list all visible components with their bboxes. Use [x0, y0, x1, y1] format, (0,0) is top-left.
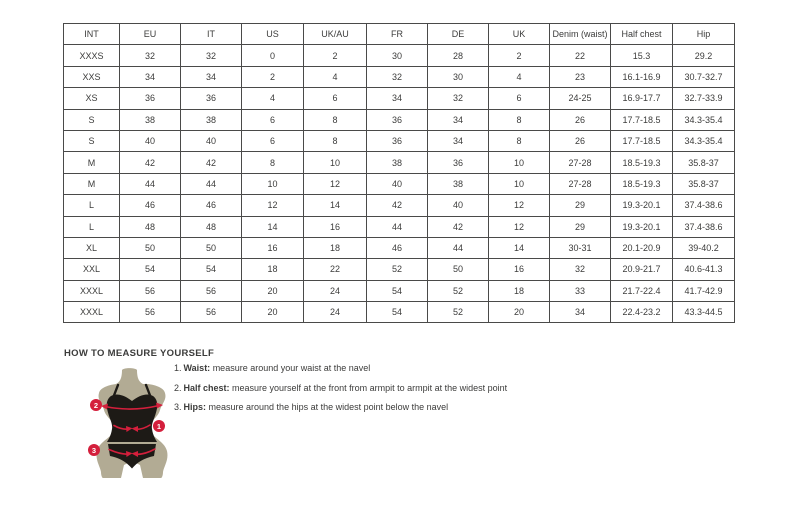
swimsuit-top — [107, 394, 158, 442]
table-cell: S — [64, 130, 120, 151]
table-cell: 4 — [489, 66, 550, 87]
table-cell: 10 — [489, 173, 550, 194]
table-cell: 44 — [181, 173, 242, 194]
table-body — [64, 45, 735, 323]
table-cell: M — [64, 173, 120, 194]
table-cell: 35.8-37 — [673, 152, 735, 173]
table-cell: 48 — [181, 216, 242, 237]
table-cell: 34 — [550, 302, 611, 323]
table-cell: 10 — [489, 152, 550, 173]
table-cell: 56 — [181, 280, 242, 301]
table-cell: 29 — [550, 216, 611, 237]
table-cell: 10 — [304, 152, 367, 173]
table-cell: 18 — [489, 280, 550, 301]
table-cell: 12 — [304, 173, 367, 194]
table-cell: S — [64, 109, 120, 130]
table-cell: 2 — [489, 45, 550, 66]
header-row — [64, 24, 735, 45]
table-cell: 23 — [550, 66, 611, 87]
table-cell: 42 — [181, 152, 242, 173]
table-cell: 41.7-42.9 — [673, 280, 735, 301]
table-cell: 19.3-20.1 — [611, 216, 673, 237]
table-cell: 20 — [242, 280, 304, 301]
table-cell: 14 — [304, 195, 367, 216]
step-text: measure around the hips at the widest point below the navel — [206, 402, 449, 412]
table-row — [64, 216, 735, 237]
table-cell: 32 — [120, 45, 181, 66]
table-cell: 19.3-20.1 — [611, 195, 673, 216]
table-cell: 24 — [304, 280, 367, 301]
table-cell: 44 — [120, 173, 181, 194]
table-cell: XXL — [64, 259, 120, 280]
table-cell: 54 — [367, 302, 428, 323]
table-cell: 54 — [120, 259, 181, 280]
table-cell: 30-31 — [550, 237, 611, 258]
table-cell: 16 — [242, 237, 304, 258]
column-header: Denim (waist) — [550, 24, 611, 45]
table-cell: 56 — [181, 302, 242, 323]
step-number: 3. — [174, 402, 182, 412]
table-row — [64, 66, 735, 87]
table-cell: 40.6-41.3 — [673, 259, 735, 280]
table-cell: 38 — [181, 109, 242, 130]
table-cell: 34 — [367, 88, 428, 109]
table-cell: XS — [64, 88, 120, 109]
table-cell: 8 — [304, 109, 367, 130]
table-cell: 17.7-18.5 — [611, 109, 673, 130]
measure-steps — [174, 362, 604, 421]
table-cell: 8 — [242, 152, 304, 173]
table-row — [64, 173, 735, 194]
table-cell: L — [64, 216, 120, 237]
table-cell: 20 — [242, 302, 304, 323]
table-cell: 24 — [304, 302, 367, 323]
table-cell: 42 — [367, 195, 428, 216]
table-cell: 6 — [242, 109, 304, 130]
table-cell: 30 — [428, 66, 489, 87]
measure-step — [174, 382, 604, 394]
step-label: Hips: — [183, 402, 207, 412]
badge-half-chest-number: 2 — [93, 400, 99, 410]
table-cell: 28 — [428, 45, 489, 66]
table-cell: 38 — [367, 152, 428, 173]
table-cell: 36 — [367, 109, 428, 130]
table-cell: 8 — [489, 109, 550, 130]
step-number: 2. — [174, 382, 182, 393]
table-cell: 37.4-38.6 — [673, 216, 735, 237]
table-cell: 32 — [550, 259, 611, 280]
table-cell: 40 — [181, 130, 242, 151]
table-cell: 42 — [120, 152, 181, 173]
table-cell: 20 — [489, 302, 550, 323]
table-cell: 18 — [242, 259, 304, 280]
table-cell: 17.7-18.5 — [611, 130, 673, 151]
table-cell: 46 — [120, 195, 181, 216]
table-cell: 44 — [428, 237, 489, 258]
table-cell: 26 — [550, 109, 611, 130]
table-cell: 42 — [428, 216, 489, 237]
table-cell: XXS — [64, 66, 120, 87]
table-cell: 39-40.2 — [673, 237, 735, 258]
table-cell: 40 — [120, 130, 181, 151]
badge-hips-number: 3 — [91, 445, 97, 455]
size-chart-table — [63, 23, 735, 323]
table-cell: 29 — [550, 195, 611, 216]
table-cell: 32 — [367, 66, 428, 87]
step-label: Waist: — [183, 363, 211, 373]
table-cell: 50 — [181, 237, 242, 258]
table-cell: 36 — [367, 130, 428, 151]
table-cell: 34 — [181, 66, 242, 87]
column-header: DE — [428, 24, 489, 45]
table-cell: 27-28 — [550, 173, 611, 194]
table-row — [64, 237, 735, 258]
table-cell: 8 — [304, 130, 367, 151]
badge-waist-number: 1 — [156, 421, 162, 431]
measure-step — [174, 362, 604, 374]
table-row — [64, 302, 735, 323]
table-row — [64, 130, 735, 151]
table-cell: 34 — [120, 66, 181, 87]
table-cell: 32 — [181, 45, 242, 66]
table-cell: 2 — [242, 66, 304, 87]
mannequin-neck — [116, 368, 143, 384]
table-row — [64, 152, 735, 173]
table-cell: XXXS — [64, 45, 120, 66]
column-header: UK — [489, 24, 550, 45]
step-label: Half chest: — [183, 382, 230, 393]
table-cell: 43.3-44.5 — [673, 302, 735, 323]
table-cell: 22 — [304, 259, 367, 280]
table-cell: 14 — [242, 216, 304, 237]
table-cell: 48 — [120, 216, 181, 237]
column-header: US — [242, 24, 304, 45]
table-cell: 33 — [550, 280, 611, 301]
table-row — [64, 259, 735, 280]
table-cell: 22 — [550, 45, 611, 66]
table-cell: XXXL — [64, 280, 120, 301]
table-cell: 2 — [304, 45, 367, 66]
table-cell: 0 — [242, 45, 304, 66]
table-cell: 34 — [428, 130, 489, 151]
table-cell: 16.1-16.9 — [611, 66, 673, 87]
table-cell: 36 — [120, 88, 181, 109]
table-cell: 18.5-19.3 — [611, 152, 673, 173]
table-cell: 54 — [181, 259, 242, 280]
table-cell: 6 — [242, 130, 304, 151]
table-cell: 29.2 — [673, 45, 735, 66]
table-cell: 12 — [489, 216, 550, 237]
table-cell: 40 — [428, 195, 489, 216]
table-cell: 18 — [304, 237, 367, 258]
column-header: Half chest — [611, 24, 673, 45]
table-cell: 20.9-21.7 — [611, 259, 673, 280]
table-cell: 37.4-38.6 — [673, 195, 735, 216]
column-header: UK/AU — [304, 24, 367, 45]
table-cell: 18.5-19.3 — [611, 173, 673, 194]
table-cell: 36 — [181, 88, 242, 109]
measure-section-title: HOW TO MEASURE YOURSELF — [64, 348, 215, 359]
table-cell: 52 — [428, 302, 489, 323]
table-cell: 50 — [120, 237, 181, 258]
table-cell: 38 — [120, 109, 181, 130]
table-cell: XL — [64, 237, 120, 258]
step-text: measure around your waist at the navel — [210, 363, 371, 373]
table-cell: 38 — [428, 173, 489, 194]
table-cell: 16.9-17.7 — [611, 88, 673, 109]
table-row — [64, 45, 735, 66]
table-cell: 14 — [489, 237, 550, 258]
table-cell: 30 — [367, 45, 428, 66]
column-header: Hip — [673, 24, 735, 45]
table-row — [64, 280, 735, 301]
table-cell: 46 — [181, 195, 242, 216]
table-cell: 56 — [120, 302, 181, 323]
table-cell: 50 — [428, 259, 489, 280]
table-cell: 27-28 — [550, 152, 611, 173]
table-cell: 35.8-37 — [673, 173, 735, 194]
table-cell: 54 — [367, 280, 428, 301]
table-cell: 22.4-23.2 — [611, 302, 673, 323]
table-cell: XXXL — [64, 302, 120, 323]
table-cell: 15.3 — [611, 45, 673, 66]
table-cell: 8 — [489, 130, 550, 151]
table-cell: 34.3-35.4 — [673, 130, 735, 151]
table-cell: 4 — [242, 88, 304, 109]
table-cell: 32 — [428, 88, 489, 109]
table-cell: 10 — [242, 173, 304, 194]
table-cell: 52 — [428, 280, 489, 301]
column-header: FR — [367, 24, 428, 45]
column-header: INT — [64, 24, 120, 45]
measure-step — [174, 401, 604, 413]
table-cell: 4 — [304, 66, 367, 87]
table-cell: 32.7-33.9 — [673, 88, 735, 109]
table-cell: 34 — [428, 109, 489, 130]
table-cell: 6 — [304, 88, 367, 109]
table-cell: 12 — [242, 195, 304, 216]
table-row — [64, 195, 735, 216]
column-header: EU — [120, 24, 181, 45]
table-cell: 20.1-20.9 — [611, 237, 673, 258]
table-cell: 16 — [489, 259, 550, 280]
table-cell: 46 — [367, 237, 428, 258]
table-cell: 6 — [489, 88, 550, 109]
table-cell: 36 — [428, 152, 489, 173]
table-cell: 12 — [489, 195, 550, 216]
table-cell: 24-25 — [550, 88, 611, 109]
table-cell: 40 — [367, 173, 428, 194]
table-cell: M — [64, 152, 120, 173]
measurement-figure — [84, 366, 180, 482]
table-cell: 56 — [120, 280, 181, 301]
table-row — [64, 88, 735, 109]
table-cell: 26 — [550, 130, 611, 151]
table-cell: 16 — [304, 216, 367, 237]
table-cell: 44 — [367, 216, 428, 237]
table-cell: 34.3-35.4 — [673, 109, 735, 130]
table-cell: 21.7-22.4 — [611, 280, 673, 301]
step-number: 1. — [174, 363, 182, 373]
table-cell: 30.7-32.7 — [673, 66, 735, 87]
column-header: IT — [181, 24, 242, 45]
mannequin-illustration — [84, 366, 180, 482]
table-cell: L — [64, 195, 120, 216]
table-row — [64, 109, 735, 130]
table-cell: 52 — [367, 259, 428, 280]
step-text: measure yourself at the front from armpit to armpit at the widest point — [229, 382, 508, 393]
